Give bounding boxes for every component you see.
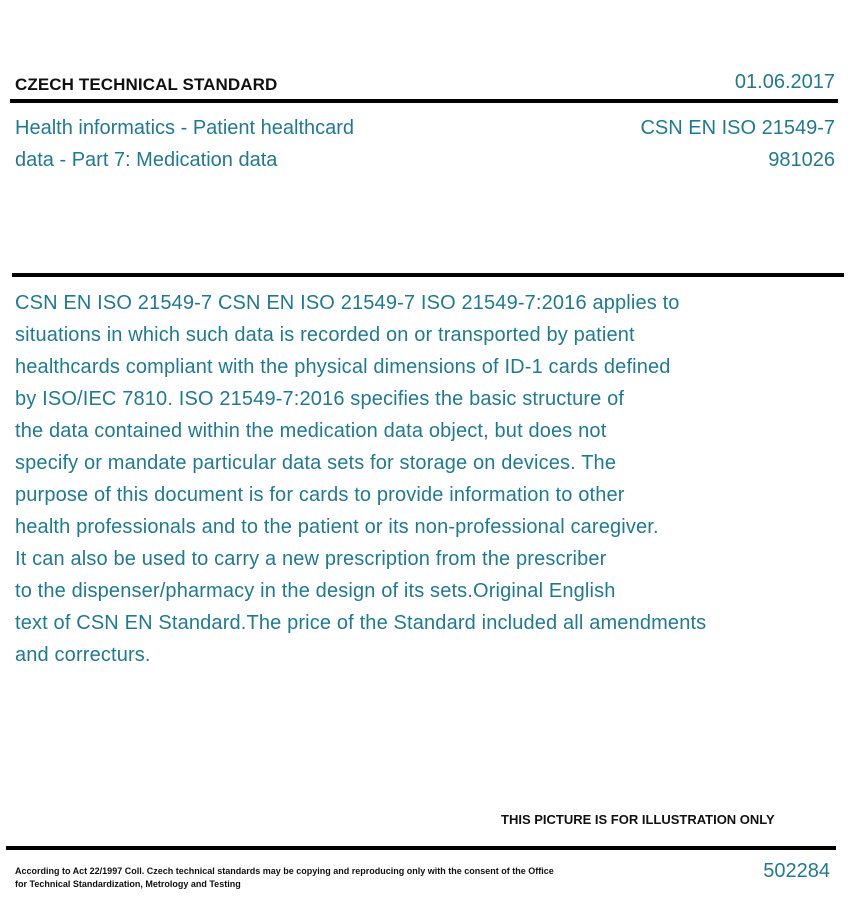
standard-code: CSN EN ISO 21549-7	[640, 117, 835, 139]
header-rule	[10, 99, 838, 103]
document-type: CZECH TECHNICAL STANDARD	[15, 75, 278, 94]
standard-title-line-2: data - Part 7: Medication data	[15, 149, 278, 171]
legal-notice-line-2: for Technical Standardization, Metrology and Testing	[15, 879, 241, 889]
standard-title-line-1: Health informatics - Patient healthcard	[15, 117, 355, 139]
standard-description: CSN EN ISO 21549-7 CSN EN ISO 21549-7 ISO 21549-7:2016 applies to situations in which such data is recorded on or transported by patient healthcards compliant with the physical dimensions of ID-1 cards defined by ISO/IEC 7810. ISO 21549-7:2016 specifies the basic structure of the data contained within the medication data object, but does not specify or mandate particular data sets for storage on devices. The purpose of this document is for cards to provide information to other health professionals and to the patient or its non-professional caregiver. It can also be used to carry a new prescription from the prescriber to the dispenser/pharmacy in the design of its sets.Original English text of CSN EN Standard.The price of the Standard included all amendments and correcturs.	[15, 292, 707, 666]
illustration-note: THIS PICTURE IS FOR ILLUSTRATION ONLY	[501, 812, 775, 827]
legal-notice	[15, 865, 575, 891]
legal-notice-line-1: According to Act 22/1997 Coll. Czech technical standards may be copying and reproducing only with the consent of the Office	[15, 866, 554, 876]
footer-rule	[6, 846, 836, 850]
publication-date: 01.06.2017	[734, 71, 835, 93]
section-rule	[12, 273, 844, 277]
catalog-number: 502284	[763, 860, 830, 882]
classification-number: 981026	[768, 149, 835, 171]
